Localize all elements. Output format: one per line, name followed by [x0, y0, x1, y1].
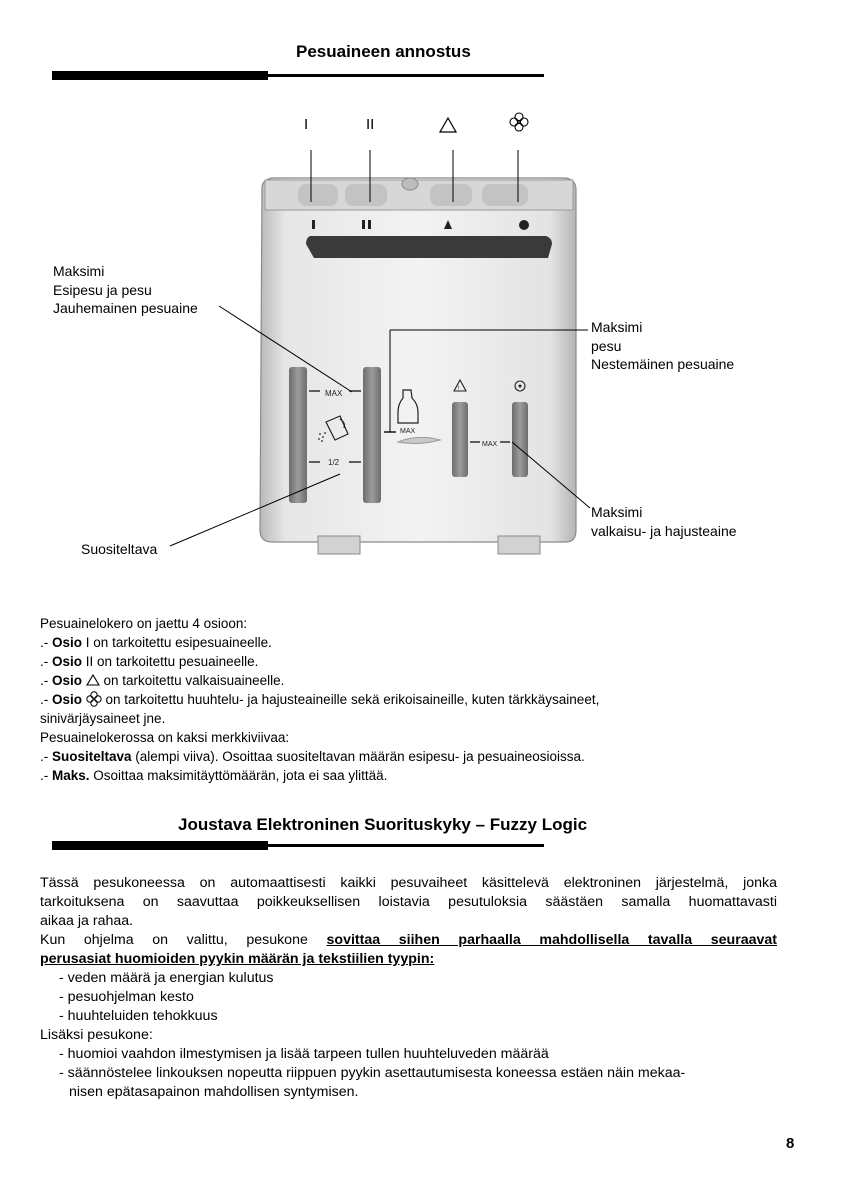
triangle-icon	[86, 674, 100, 686]
section-title-fuzzy-logic: Joustava Elektroninen Suorituskyky – Fuzzy Logic	[178, 815, 588, 834]
title-rule-thin	[268, 74, 544, 77]
max-mark-right: MAX	[482, 441, 498, 448]
flower-icon	[509, 112, 529, 132]
dosage-text-block: Pesuainelokero on jaettu 4 osioon: .- Osio I on tarkoitettu esipesuaineelle. .- Osio II on tarkoitettu pesuaineelle. .- Osio on tarkoitettu valkaisuaineelle. .- Osio on tarkoitettu huuhtelu- ja hajusteaineille sekä erikoisaineille, kuten tärkkäysaineet, sinivärjäysaineet jne. Pesuainelokerossa on kaksi merkkiviivaa: .- Suositeltava (alempi viiva). Osoittaa suositeltavan määrän esipesu- ja pesuaineosioissa. .- Maks. Osoittaa maksimitäyttömäärän, jota ei saa ylittää.	[40, 616, 600, 783]
max-mark-liquid: MAX	[400, 428, 416, 435]
triangle-icon	[439, 117, 457, 133]
page-number: 8	[786, 1135, 795, 1152]
section-title-dosage: Pesuaineen annostus	[296, 42, 471, 61]
title-rule-thick	[52, 841, 268, 850]
callout-bleach-max: Maksimi valkaisu- ja hajusteaine	[591, 504, 737, 539]
title-rule-thick	[52, 71, 268, 80]
fuzzy-logic-text: Tässä pesukoneessa on automaattisesti kaikki pesuvaiheet käsittelevä elektroninen järjestelmä, jonka tarkoituksena on saavuttaa poikkeuksellisen loistavia pesutuloksia säästäen samalla huomattavasti aikaa ja rahaa. Kun ohjelma on valittu, pesukone sovittaa siihen parhaalla mahdollisella tavalla seuraavat perusasiat huomioiden pyykin määrän ja tekstiilien tyypin: - veden määrä ja energian kulutus - pesuohjelman kesto - huuhteluiden tehokkuus Lisäksi pesukone: - huomioi vaahdon ilmestymisen ja lisää tarpeen tullen huuhteluveden määrää - säännöstelee linkouksen nopeutta riippuen pyykin asettautumisesta koneessa estäen näin mekaa- nisen epätasapainon mahdollisen syntymisen.	[40, 875, 778, 1100]
callout-powder-max: Maksimi Esipesu ja pesu Jauhemainen pesuaine	[53, 263, 198, 316]
compartment-label-2: II	[366, 116, 375, 133]
svg-text:!: !	[457, 386, 460, 392]
callout-recommended: Suositeltava	[81, 541, 158, 557]
callout-liquid-max: Maksimi pesu Nestemäinen pesuaine	[591, 319, 735, 372]
half-mark: 1/2	[328, 458, 340, 467]
title-rule-thin	[268, 844, 544, 847]
max-mark-left: MAX	[325, 389, 343, 398]
compartment-label-1: I	[304, 116, 309, 133]
flower-icon	[86, 691, 102, 707]
